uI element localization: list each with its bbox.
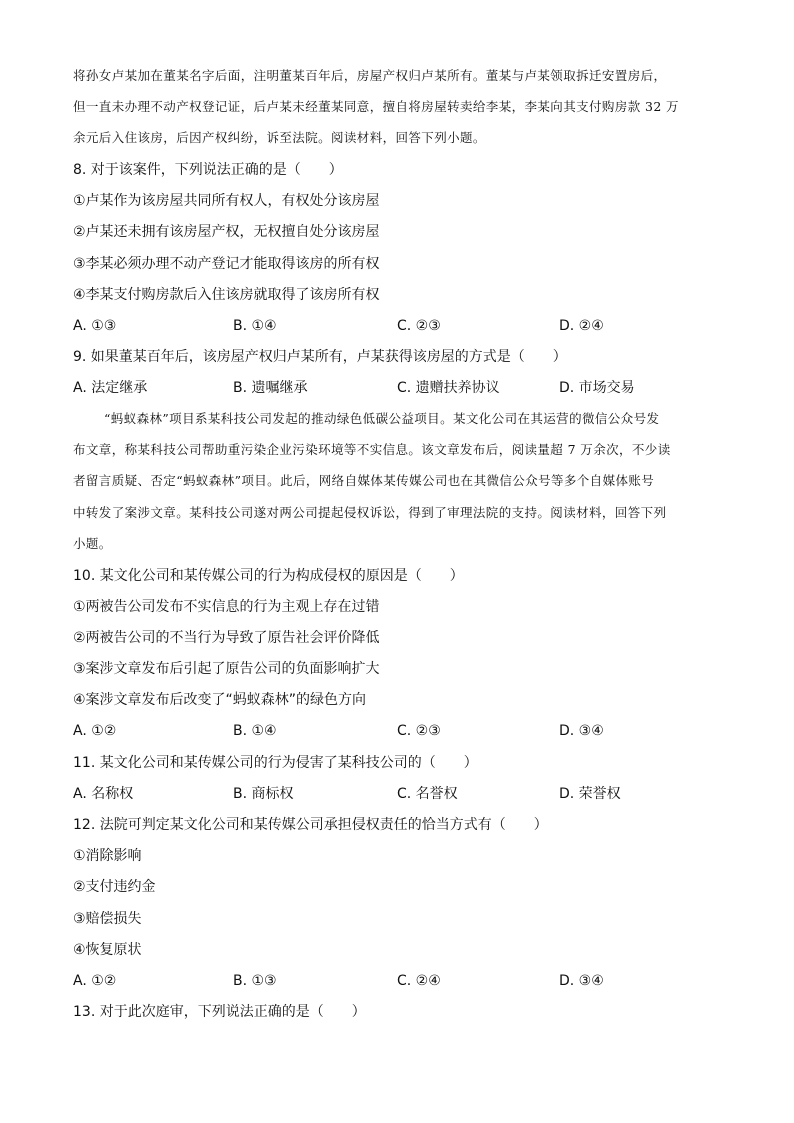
- question-12-option-b: B. ①③: [233, 973, 277, 989]
- question-12-stem: 12. 法院可判定某文化公司和某传媒公司承担侵权责任的恰当方式有（ ）: [73, 817, 548, 833]
- question-10-option-d: D. ③④: [559, 723, 604, 739]
- question-11-stem: 11. 某文化公司和某传媒公司的行为侵害了某科技公司的（ ）: [73, 755, 478, 771]
- question-10-statement: ①两被告公司发布不实信息的行为主观上存在过错: [73, 599, 380, 615]
- material-2-line: 小题。: [73, 536, 112, 551]
- question-9-stem: 9. 如果董某百年后，该房屋产权归卢某所有，卢某获得该房屋的方式是（ ）: [73, 349, 567, 365]
- question-8-statement: ④李某支付购房款后入住该房就取得了该房所有权: [73, 287, 380, 303]
- question-8-statement: ②卢某还未拥有该房屋产权，无权擅自处分该房屋: [73, 224, 380, 240]
- question-12-statement: ②支付违约金: [73, 879, 156, 895]
- question-11-option-c: C. 名誉权: [397, 786, 458, 802]
- material-2-line: 者留言质疑、否定“蚂蚁森林”项目。此后，网络自媒体某传媒公司也在其微信公众号等多个自媒体账号: [73, 473, 655, 488]
- question-8-option-a: A. ①③: [73, 318, 117, 334]
- question-12-statement: ④恢复原状: [73, 942, 142, 958]
- question-8-statement: ①卢某作为该房屋共同所有权人，有权处分该房屋: [73, 193, 380, 209]
- question-8-statement: ③李某必须办理不动产登记才能取得该房的所有权: [73, 256, 380, 272]
- question-10-option-c: C. ②③: [397, 723, 441, 739]
- question-12-statement: ①消除影响: [73, 848, 142, 864]
- material-1-line: 余元后入住该房，后因产权纠纷，诉至法院。阅读材料，回答下列小题。: [73, 130, 486, 145]
- question-10-stem: 10. 某文化公司和某传媒公司的行为构成侵权的原因是（ ）: [73, 568, 464, 584]
- question-10-statement: ②两被告公司的不当行为导致了原告社会评价降低: [73, 630, 380, 646]
- material-2-line: 布文章，称某科技公司帮助重污染企业污染环境等不实信息。该文章发布后，阅读量超 7 万余次，不少读: [73, 442, 671, 457]
- question-9-option-a: A. 法定继承: [73, 380, 148, 396]
- material-2-line: “蚂蚁森林”项目系某科技公司发起的推动绿色低碳公益项目。某文化公司在其运营的微信公众号发: [104, 411, 660, 426]
- question-10-option-b: B. ①④: [233, 723, 277, 739]
- question-10-statement: ④案涉文章发布后改变了“蚂蚁森林”的绿色方向: [73, 692, 367, 708]
- question-9-option-d: D. 市场交易: [559, 380, 635, 396]
- question-8-option-d: D. ②④: [559, 318, 604, 334]
- question-10-statement: ③案涉文章发布后引起了原告公司的负面影响扩大: [73, 661, 380, 677]
- question-9-option-c: C. 遗赠扶养协议: [397, 380, 500, 396]
- question-12-option-c: C. ②④: [397, 973, 441, 989]
- question-8-stem: 8. 对于该案件，下列说法正确的是（ ）: [73, 162, 343, 178]
- question-9-option-b: B. 遗嘱继承: [233, 380, 308, 396]
- question-11-option-a: A. 名称权: [73, 786, 134, 802]
- question-12-option-d: D. ③④: [559, 973, 604, 989]
- question-8-option-c: C. ②③: [397, 318, 441, 334]
- question-11-option-d: D. 荣誉权: [559, 786, 621, 802]
- question-12-statement: ③赔偿损失: [73, 911, 142, 927]
- material-2-line: 中转发了案涉文章。某科技公司遂对两公司提起侵权诉讼，得到了审理法院的支持。阅读材料，回答下列: [73, 505, 667, 520]
- question-11-option-b: B. 商标权: [233, 786, 294, 802]
- question-12-option-a: A. ①②: [73, 973, 117, 989]
- material-1-line: 将孙女卢某加在董某名字后面，注明董某百年后，房屋产权归卢某所有。董某与卢某领取拆迁安置房后，: [73, 68, 667, 83]
- question-13-stem: 13. 对于此次庭审，下列说法正确的是（ ）: [73, 1004, 366, 1020]
- material-1-line: 但一直未办理不动产权登记证，后卢某未经董某同意，擅自将房屋转卖给李某，李某向其支付购房款 32 万: [73, 99, 679, 114]
- question-10-option-a: A. ①②: [73, 723, 117, 739]
- question-8-option-b: B. ①④: [233, 318, 277, 334]
